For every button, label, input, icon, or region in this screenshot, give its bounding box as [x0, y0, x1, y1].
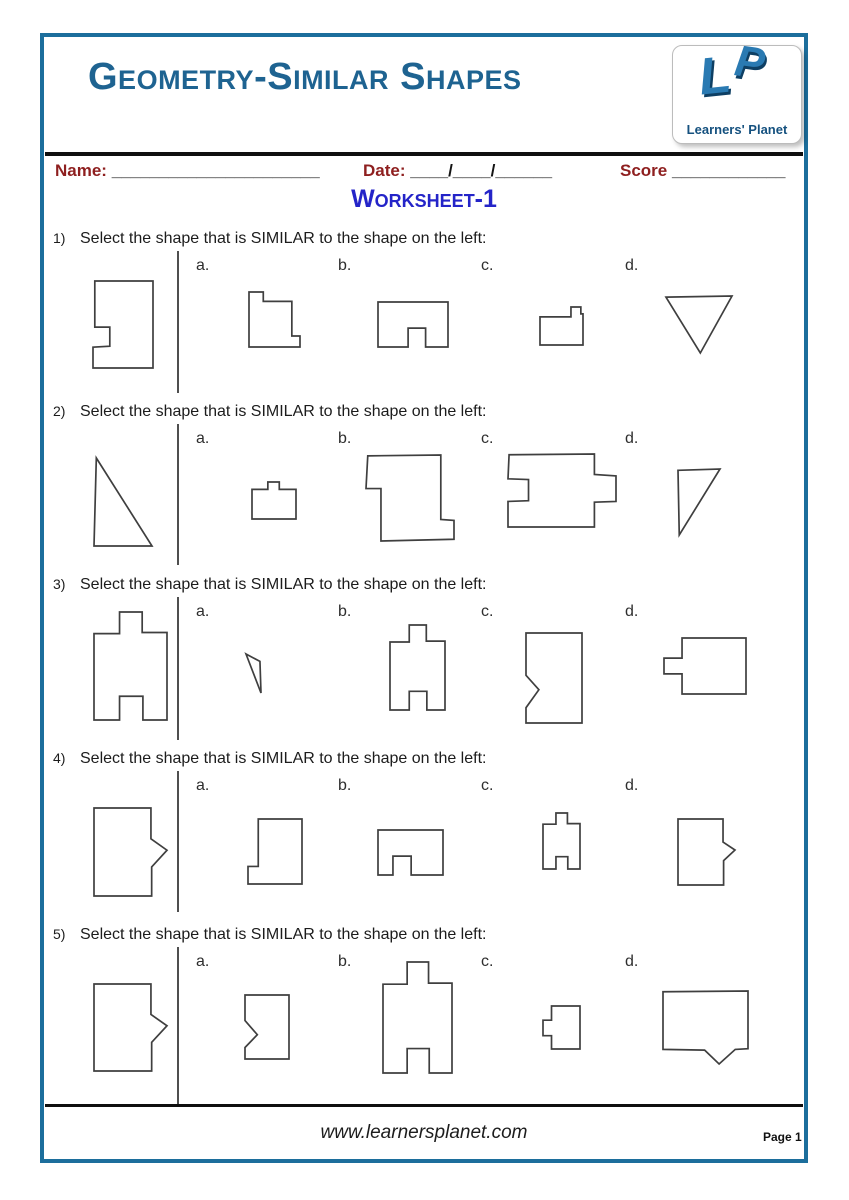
option-label: d. [625, 603, 639, 620]
rectangle-right-chevron-tab-shape [94, 808, 167, 896]
question-number: 4) [53, 750, 66, 766]
score-label: Score [620, 161, 668, 180]
question-prompt: Select the shape that is SIMILAR to the shape on the left: [80, 926, 487, 943]
question-number: 1) [53, 230, 66, 246]
option-label: c. [481, 953, 494, 970]
rectangle-bottom-chevron-tab-shape [663, 991, 748, 1064]
option-label: c. [481, 603, 494, 620]
boot-step-shape [248, 819, 302, 884]
date-label: Date: [363, 161, 406, 180]
rectangle-left-notch-shape [93, 281, 153, 368]
robot-tab-notch-small-shape [390, 625, 445, 710]
question-number: 5) [53, 926, 66, 942]
option-label: d. [625, 257, 639, 274]
score-field [620, 161, 785, 181]
score-blank-line: ____________ [671, 161, 786, 180]
footer-website: www.learnersplanet.com [320, 1122, 528, 1143]
worksheet-title: Worksheet-1 [351, 185, 497, 213]
date-field [363, 161, 552, 181]
sliver-triangle-shape [246, 654, 261, 693]
name-blank-line: ______________________ [111, 161, 320, 180]
option-label: c. [481, 257, 494, 274]
rectangle-top-tab-step-shape [249, 292, 300, 347]
option-label: a. [196, 603, 210, 620]
option-label: d. [625, 777, 639, 794]
option-label: b. [338, 777, 352, 794]
rectangle-left-tab-shape [664, 638, 746, 694]
rectangle-left-chevron-notch-shape [526, 633, 582, 723]
question-divider [177, 947, 179, 1105]
rectangle-right-chevron-tab-small-shape [678, 819, 735, 885]
option-label: a. [196, 430, 210, 447]
footer-page-number: Page 1 [763, 1130, 802, 1144]
name-field [55, 161, 320, 181]
puzzle-piece-shape [508, 454, 616, 527]
option-label: d. [625, 953, 639, 970]
page-title: Geometry-Similar Shapes [88, 56, 522, 98]
right-triangle-shape [94, 458, 152, 546]
logo-lp-icon: L [696, 45, 734, 107]
option-label: b. [338, 430, 352, 447]
robot-tab-notch-shape [94, 612, 167, 720]
option-label: c. [481, 777, 494, 794]
rectangle-left-tab-small-shape [543, 1006, 580, 1049]
header-divider-rule [45, 152, 803, 156]
robot-tab-notch-large-shape [383, 962, 452, 1073]
thin-right-triangle-shape [678, 469, 720, 535]
question-prompt: Select the shape that is SIMILAR to the shape on the left: [80, 576, 487, 593]
question-number: 2) [53, 403, 66, 419]
rectangle-bottom-notch-shape [378, 830, 443, 875]
logo-lp-icon: P [731, 36, 768, 89]
name-label: Name: [55, 161, 107, 180]
option-label: a. [196, 953, 210, 970]
rectangle-right-chevron-tab-shape [94, 984, 167, 1071]
question-prompt: Select the shape that is SIMILAR to the shape on the left: [80, 750, 487, 767]
question-divider [177, 424, 179, 565]
option-label: b. [338, 257, 352, 274]
triangle-down-shape [666, 296, 732, 353]
block-step-shape [366, 455, 454, 541]
question-prompt: Select the shape that is SIMILAR to the shape on the left: [80, 230, 487, 247]
option-label: c. [481, 430, 494, 447]
option-label: a. [196, 777, 210, 794]
option-label: a. [196, 257, 210, 274]
option-label: b. [338, 953, 352, 970]
date-blank-line: ____/____/______ [410, 161, 553, 180]
robot-tab-notch-small-shape [543, 813, 580, 869]
learners-planet-logo [672, 36, 802, 144]
question-divider [177, 251, 179, 393]
rectangle-top-right-tab-shape [540, 307, 583, 345]
question-number: 3) [53, 576, 66, 592]
footer-divider-rule [45, 1104, 803, 1107]
rectangle-bottom-notch-shape [378, 302, 448, 347]
option-label: b. [338, 603, 352, 620]
logo-brand-name: Learners' Planet [686, 122, 788, 137]
option-label: d. [625, 430, 639, 447]
question-divider [177, 597, 179, 740]
rectangle-top-tab-shape [252, 482, 296, 519]
question-divider [177, 771, 179, 912]
rectangle-left-chevron-notch-small-shape [245, 995, 289, 1059]
question-prompt: Select the shape that is SIMILAR to the shape on the left: [80, 403, 487, 420]
